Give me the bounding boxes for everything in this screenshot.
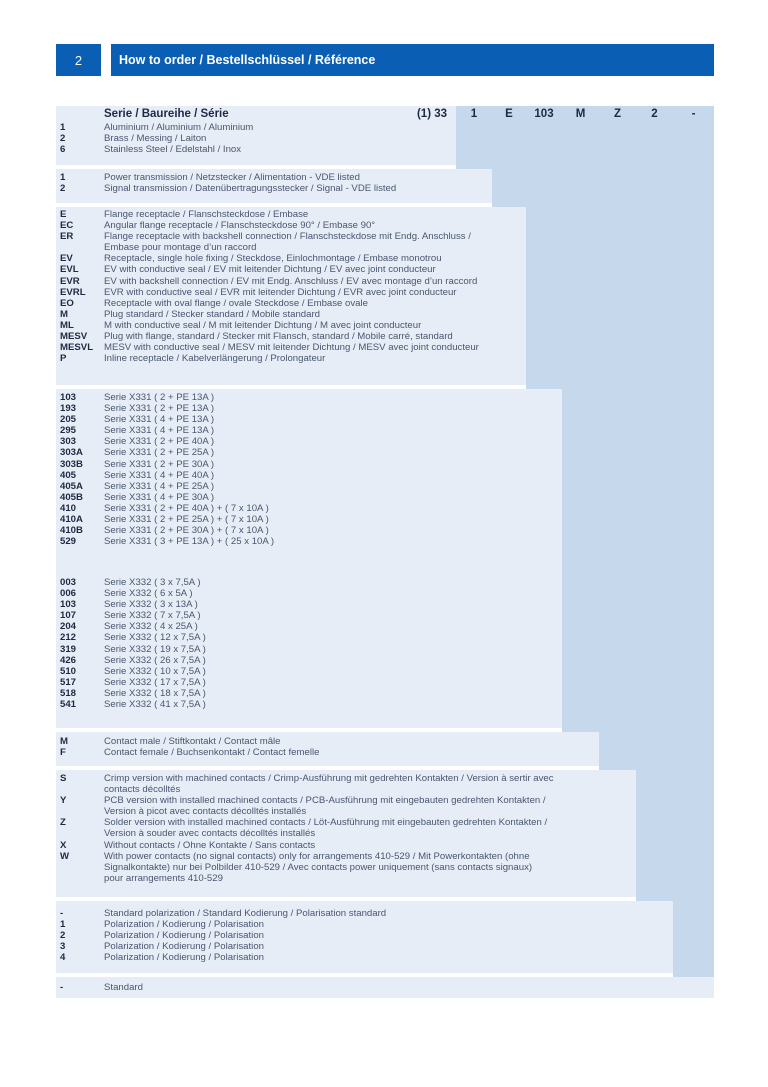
section-band-standard [56, 977, 714, 998]
page-number: 2 [56, 44, 101, 76]
option-row [60, 253, 479, 264]
option-description: Serie X332 ( 4 x 25A ) [104, 621, 198, 633]
code-column-7 [673, 106, 714, 977]
section-polarization [60, 908, 386, 963]
option-description: Serie X332 ( 3 x 13A ) [104, 599, 198, 611]
option-description: M with conductive seal / M mit leitender Dichtung / M avec joint conducteur [104, 319, 422, 331]
option-description: Standard polarization / Standard Kodierung / Polarisation standard [104, 908, 387, 919]
option-description: Serie X331 ( 4 + PE 13A ) [104, 414, 215, 426]
option-row [60, 806, 554, 817]
option-description: Serie X332 ( 6 x 5A ) [104, 588, 193, 600]
option-row [60, 632, 206, 643]
option-row [60, 183, 396, 194]
option-row [60, 425, 274, 436]
option-code: P [60, 353, 67, 365]
option-row [60, 599, 206, 610]
option-description: Version à picot avec contacts décolltés installés [104, 806, 307, 818]
section-transmission [60, 172, 396, 194]
option-description: Serie X331 ( 3 + PE 13A ) + ( 25 x 10A ) [104, 536, 275, 548]
option-row [60, 220, 479, 231]
page-title: How to order / Bestellschlüssel / Référence [111, 44, 714, 76]
option-code: 2 [60, 183, 66, 195]
option-code: 426 [60, 654, 77, 666]
option-row [60, 209, 479, 220]
option-description: Serie X331 ( 2 + PE 13A ) [104, 403, 215, 415]
option-description: Serie X331 ( 2 + PE 25A ) + ( 7 x 10A ) [104, 514, 269, 526]
option-code: 4 [60, 952, 66, 964]
option-description: Signal transmission / Datenübertragungsstecker / Signal - VDE listed [104, 183, 397, 195]
option-description: Without contacts / Ohne Kontakte / Sans contacts [104, 839, 316, 851]
option-row [60, 172, 396, 183]
option-description: Contact female / Buchsenkontakt / Contact femelle [104, 747, 320, 759]
option-code: 103 [60, 599, 77, 611]
option-description: Serie X331 ( 2 + PE 25A ) [104, 447, 215, 459]
option-description: Signalkontakte) nur bei Polbilder 410-529 / Avec contacts power uniquement (sans contacts signaux) [104, 861, 533, 873]
option-description: Aluminium / Aluminium / Aluminium [104, 122, 254, 133]
option-description: Receptacle with oval flange / ovale Steckdose / Embase ovale [104, 297, 368, 309]
code-column-5 [599, 106, 636, 770]
option-row [60, 828, 554, 839]
option-code: 1 [60, 172, 66, 183]
option-row [60, 133, 253, 144]
option-description: Serie X332 ( 10 x 7,5A ) [104, 665, 206, 677]
option-description: Flange receptacle / Flanschsteckdose / Embase [104, 209, 309, 220]
order-code-contact: Z [613, 108, 622, 120]
option-row [60, 873, 554, 884]
section-arrangement-x331 [60, 392, 274, 547]
option-description: MESV with conductive seal / MESV mit leitender Dichtung / MESV avec joint conducteur [104, 342, 479, 354]
option-code: E [60, 209, 67, 220]
option-code: 6 [60, 144, 66, 156]
code-column-2 [492, 106, 526, 207]
order-code-series: (1) 33 [416, 108, 448, 120]
option-code: 405B [60, 491, 83, 503]
option-row [60, 481, 274, 492]
option-code: 204 [60, 621, 77, 633]
option-description: Serie X332 ( 18 x 7,5A ) [104, 687, 206, 699]
option-row [60, 287, 479, 298]
option-row [60, 122, 253, 133]
option-row [60, 621, 206, 632]
option-row [60, 655, 206, 666]
option-description: Plug with flange, standard / Stecker mit Flansch, standard / Mobile carré, standard [104, 331, 453, 343]
option-row [60, 908, 386, 919]
option-code: W [60, 850, 70, 862]
option-row [60, 264, 479, 275]
section-arrangement-x332 [60, 577, 206, 710]
option-description: Serie X332 ( 17 x 7,5A ) [104, 676, 206, 688]
code-column-6 [636, 106, 673, 901]
option-description: Embase pour montage d’un raccord [104, 242, 257, 254]
serie-title: Serie / Baureihe / Série [104, 108, 229, 120]
option-description: Power transmission / Netzstecker / Alimentation - VDE listed [104, 172, 360, 183]
order-code-version: 2 [651, 108, 658, 120]
option-description: EVR with conductive seal / EVR mit leitender Dichtung / EVR avec joint conducteur [104, 286, 457, 298]
option-row [60, 747, 319, 758]
option-row [60, 514, 274, 525]
order-code-polarization: - [691, 108, 696, 120]
option-code: 410B [60, 525, 83, 537]
option-description: Contact male / Stiftkontakt / Contact mâle [104, 736, 281, 747]
option-row [60, 784, 554, 795]
option-row [60, 436, 274, 447]
option-row [60, 666, 206, 677]
option-code: 529 [60, 536, 77, 548]
option-code: 541 [60, 699, 77, 711]
option-description: Serie X332 ( 3 x 7,5A ) [104, 577, 201, 588]
option-code: 510 [60, 665, 77, 677]
section-contact [60, 736, 319, 758]
option-code: ML [60, 319, 74, 331]
order-code-transmission: E [505, 108, 513, 120]
option-description: Receptacle, single hole fixing / Steckdose, Einlochmontage / Embase monotrou [104, 253, 442, 265]
option-row [60, 688, 206, 699]
option-code: M [60, 736, 68, 747]
option-row [60, 862, 554, 873]
option-row [60, 644, 206, 655]
option-row [60, 447, 274, 458]
option-description: Brass / Messing / Laiton [104, 133, 207, 145]
option-row [60, 242, 479, 253]
section-housing [60, 209, 479, 364]
option-description: Serie X331 ( 2 + PE 30A ) [104, 458, 215, 470]
option-row [60, 736, 319, 747]
option-row [60, 276, 479, 287]
option-description: Serie X331 ( 2 + PE 40A ) [104, 436, 215, 448]
option-code: 1 [60, 122, 66, 133]
option-description: Polarization / Kodierung / Polarisation [104, 952, 264, 964]
option-description: Serie X331 ( 2 + PE 30A ) + ( 7 x 10A ) [104, 525, 269, 537]
option-row [60, 840, 554, 851]
option-description: Angular flange receptacle / Flanschsteckdose 90° / Embase 90° [104, 220, 376, 232]
option-code: S [60, 773, 67, 784]
option-code: 1 [60, 919, 66, 931]
option-code: EC [60, 220, 74, 232]
option-row [60, 403, 274, 414]
section-material [60, 122, 253, 155]
option-description: Serie X332 ( 7 x 7,5A ) [104, 610, 201, 622]
option-row [60, 342, 479, 353]
code-column-4 [562, 106, 599, 732]
option-description: Serie X331 ( 2 + PE 40A ) + ( 7 x 10A ) [104, 502, 269, 514]
option-code: M [60, 308, 68, 320]
option-code: MESV [60, 331, 88, 343]
option-code: 006 [60, 588, 77, 600]
option-row [60, 817, 554, 828]
option-description: Inline receptacle / Kabelverlängerung / Prolongateur [104, 353, 326, 365]
option-row [60, 298, 479, 309]
option-code: 405A [60, 480, 83, 492]
option-code: 405 [60, 469, 77, 481]
option-description: Serie X331 ( 4 + PE 13A ) [104, 425, 215, 437]
option-code: 205 [60, 414, 77, 426]
option-code: 517 [60, 676, 77, 688]
option-row [60, 699, 206, 710]
option-code: EO [60, 297, 74, 309]
option-description: Serie X331 ( 4 + PE 25A ) [104, 480, 215, 492]
option-code: 107 [60, 610, 77, 622]
option-code: 410 [60, 502, 77, 514]
option-description: With power contacts (no signal contacts) only for arrangements 410-529 / Mit Powerkontakten (ohne [104, 850, 530, 862]
option-row [60, 795, 554, 806]
option-code: 103 [60, 392, 77, 403]
option-code: EVRL [60, 286, 86, 298]
option-row [60, 982, 143, 993]
option-description: Polarization / Kodierung / Polarisation [104, 930, 264, 942]
option-description: Serie X331 ( 4 + PE 40A ) [104, 469, 215, 481]
option-code: 303 [60, 436, 77, 448]
option-description: Stainless Steel / Edelstahl / Inox [104, 144, 242, 156]
option-row [60, 525, 274, 536]
option-row [60, 470, 274, 481]
option-description: Solder version with installed machined contacts / Löt-Ausführung mit eingebauten gedrehten Kontakten / [104, 817, 548, 829]
option-description: Version à souder avec contacts décolltés installés [104, 828, 316, 840]
option-row [60, 577, 206, 588]
option-code: 003 [60, 577, 77, 588]
option-description: EV with backshell connection / EV mit Endg. Anschluss / EV avec montage d’un raccord [104, 275, 478, 287]
option-code: EVR [60, 275, 80, 287]
option-row [60, 773, 554, 784]
option-description: Serie X332 ( 12 x 7,5A ) [104, 632, 206, 644]
option-row [60, 503, 274, 514]
option-code: EVL [60, 264, 79, 276]
option-row [60, 536, 274, 547]
option-row [60, 231, 479, 242]
option-description: contacts décolltés [104, 784, 181, 796]
option-row [60, 941, 386, 952]
option-row [60, 320, 479, 331]
option-row [60, 414, 274, 425]
option-code: 319 [60, 643, 77, 655]
option-row [60, 677, 206, 688]
option-description: Serie X331 ( 4 + PE 30A ) [104, 491, 215, 503]
option-code: 295 [60, 425, 77, 437]
option-description: Polarization / Kodierung / Polarisation [104, 941, 264, 953]
option-row [60, 144, 253, 155]
option-description: Serie X331 ( 2 + PE 13A ) [104, 392, 215, 403]
order-code-material: 1 [470, 108, 478, 120]
option-code: Z [60, 817, 66, 829]
option-row [60, 331, 479, 342]
option-code: 212 [60, 632, 77, 644]
option-description: EV with conductive seal / EV mit leitender Dichtung / EV avec joint conducteur [104, 264, 436, 276]
option-row [60, 919, 386, 930]
section-version [60, 773, 554, 884]
option-code: 303A [60, 447, 83, 459]
order-code-housing: 103 [534, 108, 554, 120]
option-code: - [60, 908, 64, 919]
option-row [60, 952, 386, 963]
option-description: pour arrangements 410-529 [104, 872, 223, 884]
option-code: Y [60, 795, 67, 807]
option-code: - [60, 982, 64, 993]
option-description: Serie X332 ( 26 x 7,5A ) [104, 654, 206, 666]
option-description: PCB version with installed machined contacts / PCB-Ausführung mit eingebauten gedrehten Kontakten / [104, 795, 546, 807]
option-code: 3 [60, 941, 66, 953]
option-row [60, 851, 554, 862]
order-code-arrangement: M [575, 108, 586, 120]
option-code: EV [60, 253, 73, 265]
option-code: 193 [60, 403, 77, 415]
option-code: 2 [60, 930, 66, 942]
option-code: 518 [60, 687, 77, 699]
option-row [60, 309, 479, 320]
option-row [60, 610, 206, 621]
option-code: 410A [60, 514, 83, 526]
option-description: Plug standard / Stecker standard / Mobile standard [104, 308, 320, 320]
option-code: 303B [60, 458, 83, 470]
option-code: ER [60, 231, 74, 243]
option-row [60, 459, 274, 470]
option-row [60, 588, 206, 599]
option-description: Crimp version with machined contacts / Crimp-Ausführung mit gedrehten Kontakten / Version à sertir avec [104, 773, 554, 784]
option-description: Serie X332 ( 19 x 7,5A ) [104, 643, 206, 655]
option-code: 2 [60, 133, 66, 145]
option-row [60, 392, 274, 403]
option-code: MESVL [60, 342, 94, 354]
option-row [60, 353, 479, 364]
option-description: Flange receptacle with backshell connection / Flanschsteckdose mit Endg. Anschluss / [104, 231, 471, 243]
option-description: Polarization / Kodierung / Polarisation [104, 919, 264, 931]
option-description: Serie X332 ( 41 x 7,5A ) [104, 699, 206, 711]
option-row [60, 930, 386, 941]
option-row [60, 492, 274, 503]
option-code: X [60, 839, 67, 851]
option-code: F [60, 747, 66, 759]
section-standard [60, 982, 143, 993]
option-description: Standard [104, 982, 143, 993]
code-column-3 [526, 106, 562, 389]
